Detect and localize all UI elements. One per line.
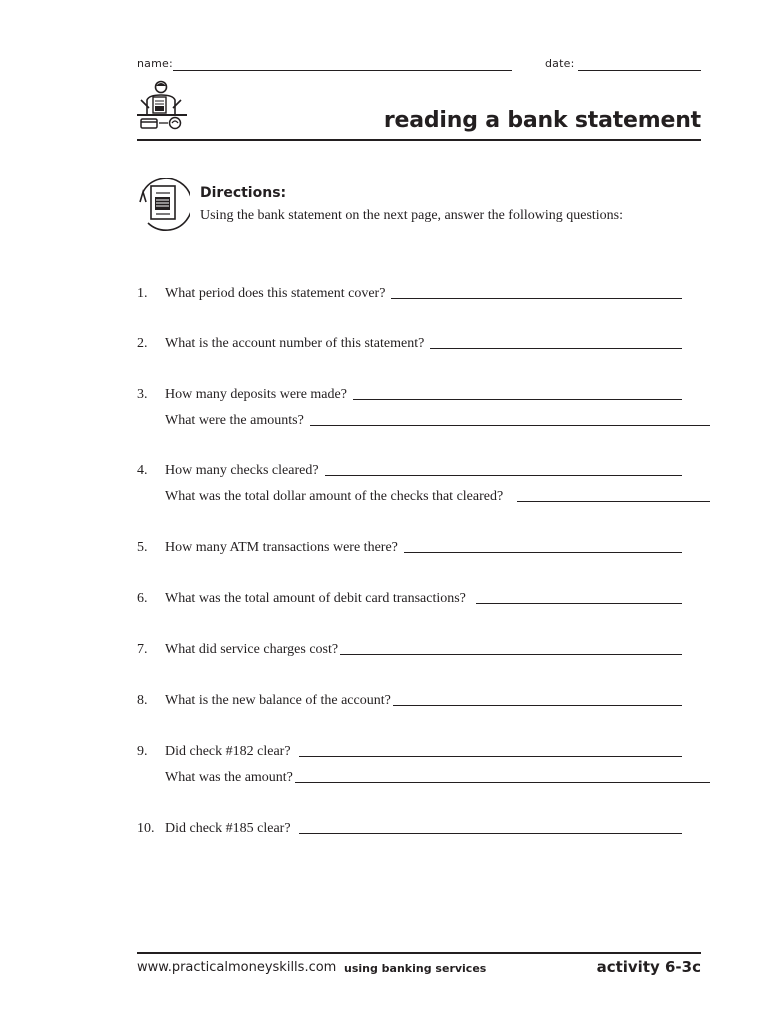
question-text: What is the account number of this statement? [165,336,425,351]
question-1 [137,282,682,302]
name-label: name: [137,57,173,70]
page-title: reading a bank statement [383,108,701,133]
footer-website: www.practicalmoneyskills.com [137,960,337,975]
question-4 [137,459,682,479]
question-number: 8. [137,693,148,708]
answer-field[interactable] [299,756,682,757]
question-text: What period does this statement cover? [165,286,386,301]
answer-field[interactable] [393,705,682,706]
question-number: 10. [137,821,155,836]
question-7 [137,638,682,658]
answer-field[interactable] [295,782,710,783]
answer-field[interactable] [310,425,710,426]
question-text: What is the new balance of the account? [165,693,391,708]
question-text: What did service charges cost? [165,642,339,657]
question-6 [137,587,682,607]
question-8 [137,689,682,709]
answer-field[interactable] [299,833,682,834]
question-9 [137,740,682,760]
question-number: 5. [137,540,148,555]
question-number: 2. [137,336,148,351]
directions-text: Using the bank statement on the next page, answer the following questions: [200,208,624,223]
document-arrow-icon [136,178,190,232]
question-text: Did check #182 clear? [165,744,291,759]
question-number: 7. [137,642,148,657]
date-field[interactable] [578,70,701,71]
question-3-followup [137,409,710,429]
question-10 [137,817,682,837]
date-label: date: [545,57,575,70]
directions-heading: Directions: [200,185,287,201]
answer-field[interactable] [325,475,682,476]
question-number: 9. [137,744,148,759]
question-text: How many checks cleared? [165,463,319,478]
person-at-desk-logo [137,78,187,134]
question-number: 6. [137,591,148,606]
answer-field[interactable] [430,348,682,349]
question-text: How many deposits were made? [165,387,347,402]
footer-divider [137,952,701,954]
question-text: What was the total dollar amount of the checks that cleared? [165,489,504,504]
question-number: 1. [137,286,148,301]
answer-field[interactable] [391,298,682,299]
question-text: What were the amounts? [165,413,304,428]
question-number: 4. [137,463,148,478]
question-3 [137,383,682,403]
answer-field[interactable] [404,552,682,553]
footer-section: using banking services [344,962,487,975]
question-text: How many ATM transactions were there? [165,540,398,555]
footer-activity: activity 6-3c [596,958,701,976]
question-text: What was the total amount of debit card transactions? [165,591,466,606]
question-5 [137,536,682,556]
answer-field[interactable] [476,603,682,604]
question-text: Did check #185 clear? [165,821,291,836]
question-2 [137,332,682,352]
question-number: 3. [137,387,148,402]
answer-field[interactable] [517,501,710,502]
question-4-followup [137,485,710,505]
question-9-followup [137,766,710,786]
answer-field[interactable] [340,654,682,655]
header-row [137,57,701,73]
title-divider [137,139,701,141]
name-field[interactable] [173,70,512,71]
question-text: What was the amount? [165,770,293,785]
answer-field[interactable] [353,399,682,400]
